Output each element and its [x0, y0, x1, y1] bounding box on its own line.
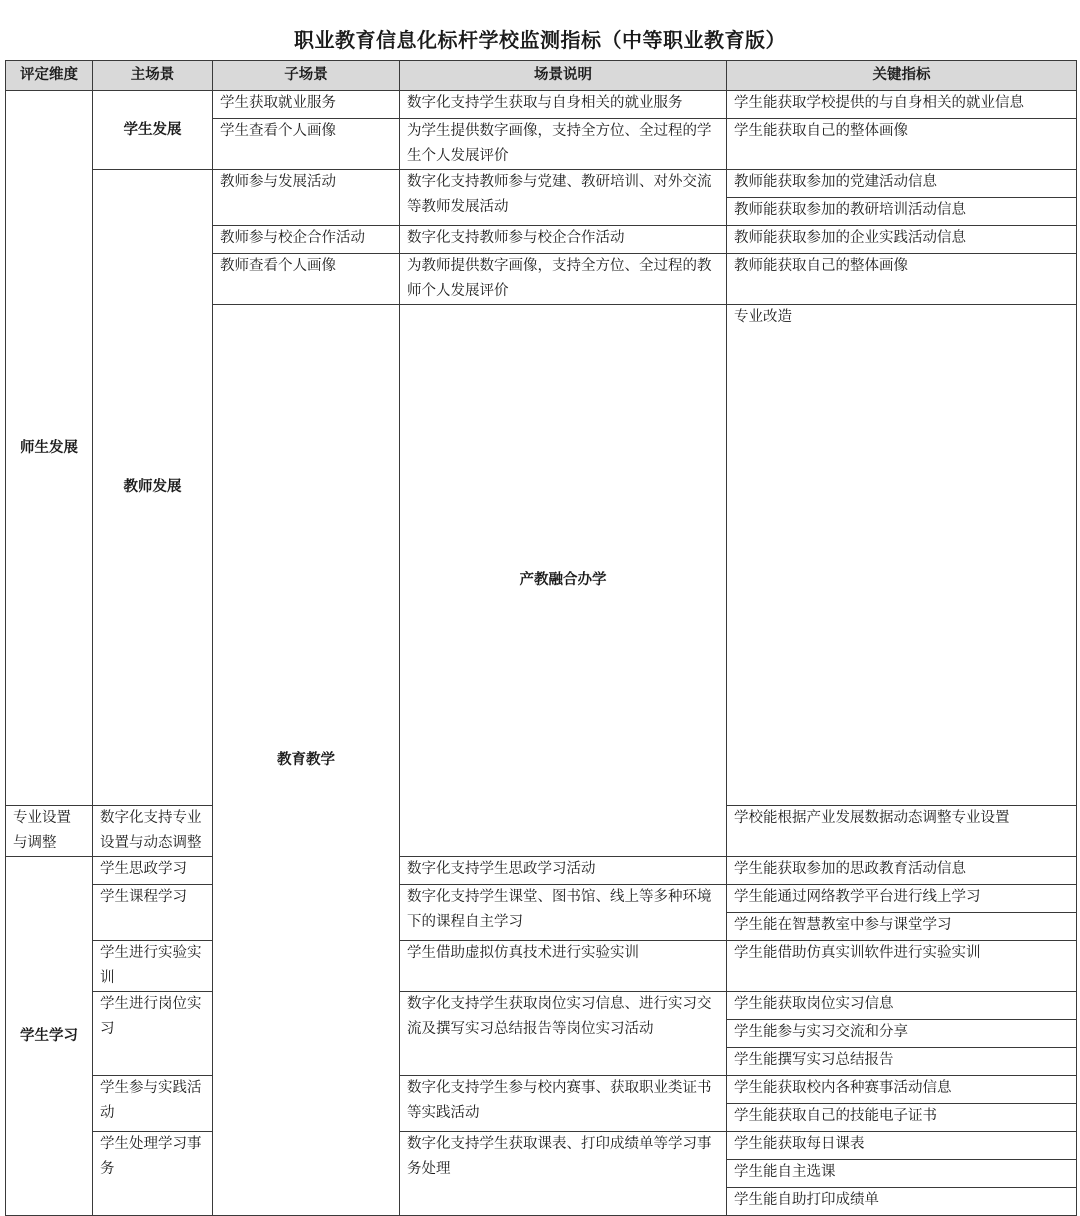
indicator-table — [5, 60, 1077, 1216]
indicator-cell: 教师能获取参加的企业实践活动信息 — [727, 226, 1077, 254]
sub-scene-cell: 专业改造 — [727, 305, 1077, 806]
description-cell: 数字化支持学生获取与自身相关的就业服务 — [400, 91, 727, 119]
indicator-cell: 学生能在智慧教室中参与课堂学习 — [727, 913, 1077, 941]
table-row — [6, 1132, 1077, 1160]
sub-scene-cell: 教师参与校企合作活动 — [213, 226, 400, 254]
description-cell: 数字化支持教师参与校企合作活动 — [400, 226, 727, 254]
indicator-cell: 学生能自主选课 — [727, 1160, 1077, 1188]
table-row — [6, 941, 1077, 992]
indicator-cell: 学生能获取岗位实习信息 — [727, 992, 1077, 1020]
sub-scene-cell: 学生参与实践活动 — [93, 1076, 213, 1132]
indicator-cell: 学生能撰写实习总结报告 — [727, 1048, 1077, 1076]
sub-scene-cell: 学生处理学习事务 — [93, 1132, 213, 1216]
main-scene-cell: 学生学习 — [6, 857, 93, 1216]
main-scene-cell: 教师发展 — [93, 170, 213, 806]
main-scene-cell: 产教融合办学 — [400, 305, 727, 857]
table-row — [6, 170, 1077, 198]
indicator-cell: 学生能通过网络教学平台进行线上学习 — [727, 885, 1077, 913]
dimension-cell: 教育教学 — [213, 305, 400, 1216]
table-header-row — [6, 61, 1077, 91]
header-dimension: 评定维度 — [6, 61, 93, 91]
description-cell: 数字化支持学生获取岗位实习信息、进行实习交流及撰写实习总结报告等岗位实习活动 — [400, 992, 727, 1076]
dimension-cell: 师生发展 — [6, 91, 93, 806]
sub-scene-cell: 学生思政学习 — [93, 857, 213, 885]
header-key-indicator: 关键指标 — [727, 61, 1077, 91]
table-row — [6, 885, 1077, 913]
header-sub-scene: 子场景 — [213, 61, 400, 91]
description-cell: 学生借助虚拟仿真技术进行实验实训 — [400, 941, 727, 992]
sub-scene-cell: 学生进行实验实训 — [93, 941, 213, 992]
description-cell: 数字化支持学生课堂、图书馆、线上等多种环境下的课程自主学习 — [400, 885, 727, 941]
sub-scene-cell: 学生进行岗位实习 — [93, 992, 213, 1076]
indicator-cell: 学校能根据产业发展数据动态调整专业设置 — [727, 806, 1077, 857]
indicator-cell: 学生能获取参加的思政教育活动信息 — [727, 857, 1077, 885]
indicator-cell: 学生能借助仿真实训软件进行实验实训 — [727, 941, 1077, 992]
sub-scene-cell: 学生课程学习 — [93, 885, 213, 941]
sub-scene-cell: 学生获取就业服务 — [213, 91, 400, 119]
description-cell: 数字化支持学生参与校内赛事、获取职业类证书等实践活动 — [400, 1076, 727, 1132]
table-row — [6, 857, 1077, 885]
sub-scene-cell: 学生查看个人画像 — [213, 119, 400, 170]
indicator-cell: 学生能获取自己的技能电子证书 — [727, 1104, 1077, 1132]
header-scene-description: 场景说明 — [400, 61, 727, 91]
document-title: 职业教育信息化标杆学校监测指标（中等职业教育版） — [294, 28, 786, 52]
table-row — [6, 992, 1077, 1020]
sub-scene-cell: 专业设置与调整 — [6, 806, 93, 857]
indicator-cell: 教师能获取参加的党建活动信息 — [727, 170, 1077, 198]
indicator-cell: 教师能获取自己的整体画像 — [727, 254, 1077, 305]
table-row — [6, 91, 1077, 119]
sub-scene-cell: 教师参与发展活动 — [213, 170, 400, 226]
indicator-cell: 学生能获取校内各种赛事活动信息 — [727, 1076, 1077, 1104]
table-row — [6, 1076, 1077, 1104]
sub-scene-cell: 教师查看个人画像 — [213, 254, 400, 305]
indicator-cell: 学生能自助打印成绩单 — [727, 1188, 1077, 1216]
indicator-cell: 学生能获取自己的整体画像 — [727, 119, 1077, 170]
description-cell: 数字化支持学生思政学习活动 — [400, 857, 727, 885]
description-cell: 为学生提供数字画像，支持全方位、全过程的学生个人发展评价 — [400, 119, 727, 170]
main-scene-cell: 学生发展 — [93, 91, 213, 170]
indicator-cell: 学生能参与实习交流和分享 — [727, 1020, 1077, 1048]
indicator-cell: 学生能获取每日课表 — [727, 1132, 1077, 1160]
description-cell: 数字化支持专业设置与动态调整 — [93, 806, 213, 857]
header-main-scene: 主场景 — [93, 61, 213, 91]
indicator-cell: 学生能获取学校提供的与自身相关的就业信息 — [727, 91, 1077, 119]
description-cell: 数字化支持学生获取课表、打印成绩单等学习事务处理 — [400, 1132, 727, 1216]
description-cell: 为教师提供数字画像，支持全方位、全过程的教师个人发展评价 — [400, 254, 727, 305]
indicator-cell: 教师能获取参加的教研培训活动信息 — [727, 198, 1077, 226]
description-cell: 数字化支持教师参与党建、教研培训、对外交流等教师发展活动 — [400, 170, 727, 226]
